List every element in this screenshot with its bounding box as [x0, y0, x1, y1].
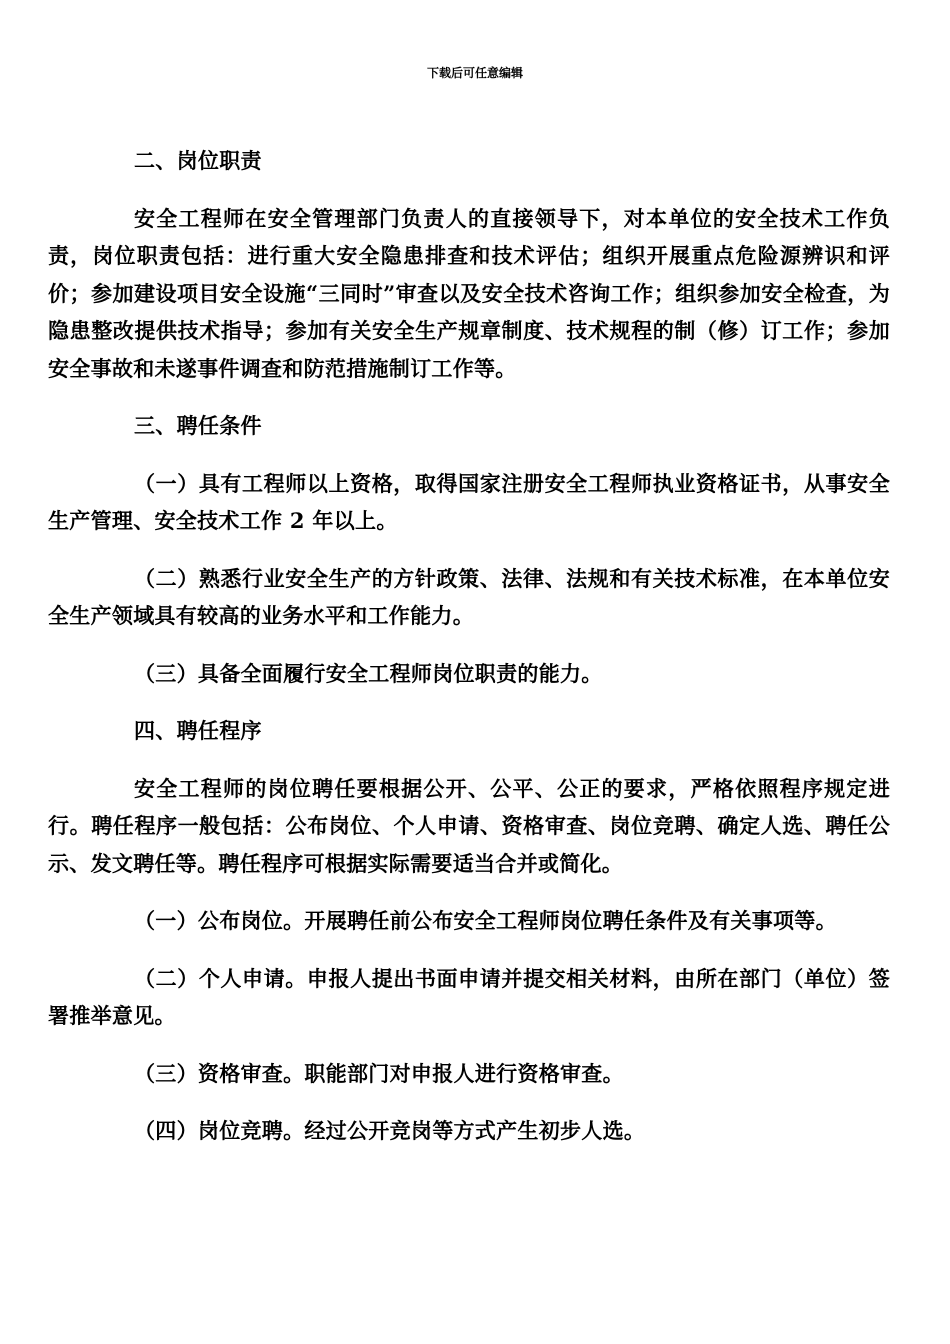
procedure-paragraph: 安全工程师的岗位聘任要根据公开、公平、公正的要求，严格依照程序规定进行。聘任程序一般包括：公布岗位、个人申请、资格审查、岗位竞聘、确定人选、聘任公示、发文聘任等。聘任程序可根据实际需要适当合并或简化。: [48, 775, 890, 876]
page-header: 下载后可任意编辑: [426, 66, 523, 80]
procedure-step-4: （四）岗位竞聘。经过公开竞岗等方式产生初步人选。: [134, 1118, 646, 1143]
condition-item-3: （三）具备全面履行安全工程师岗位职责的能力。: [134, 660, 603, 686]
condition-item-2: （二）熟悉行业安全生产的方针政策、法律、法规和有关技术标准，在本单位安全生产领域具有较高的业务水平和工作能力。: [48, 565, 890, 628]
condition-item-1: （一）具有工程师以上资格，取得国家注册安全工程师执业资格证书，从事安全生产管理、安全技术工作 2 年以上。: [48, 470, 890, 533]
duties-paragraph: 安全工程师在安全管理部门负责人的直接领导下，对本单位的安全技术工作负责，岗位职责包括：进行重大安全隐患排查和技术评估；组织开展重点危险源辨识和评价；参加建设项目安全设施“三同时”审查以及安全技术咨询工作；组织参加安全检查，为隐患整改提供技术指导；参加有关安全生产规章制度、技术规程的制（修）订工作；参加安全事故和未遂事件调查和防范措施制订工作等。: [48, 205, 890, 381]
procedure-step-2: （二）个人申请。申报人提出书面申请并提交相关材料，由所在部门（单位）签署推举意见。: [48, 965, 890, 1028]
section-heading-conditions: 三、聘任条件: [134, 413, 262, 438]
section-heading-duties: 二、岗位职责: [134, 148, 262, 173]
procedure-step-3: （三）资格审查。职能部门对申报人进行资格审查。: [134, 1060, 624, 1086]
procedure-step-1: （一）公布岗位。开展聘任前公布安全工程师岗位聘任条件及有关事项等。: [134, 908, 837, 933]
document-body: [48, 142, 890, 1150]
section-heading-procedure: 四、聘任程序: [134, 718, 262, 743]
